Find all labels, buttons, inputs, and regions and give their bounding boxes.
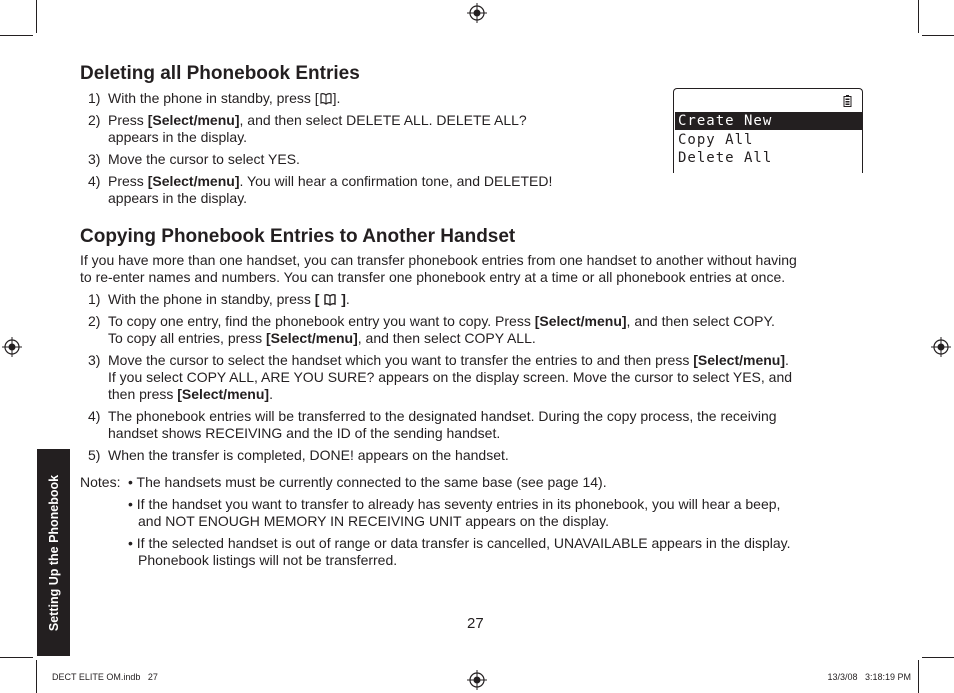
bracket-open: [	[314, 291, 320, 307]
step-text-part: To copy all entries, press	[108, 330, 266, 346]
intro-line: to re-enter names and numbers. You can transfer one phonebook entry at a time or all phonebook entries at once.	[80, 269, 786, 285]
step-text	[108, 173, 868, 207]
step-text-part: If you select COPY ALL, ARE YOU SURE? appears on the display screen. Move the cursor to select YES, and	[108, 369, 793, 385]
step-text-part: then press	[108, 386, 178, 402]
step-text-post: ].	[332, 90, 341, 106]
select-menu-key: [Select/menu]	[534, 313, 627, 329]
crop-mark	[0, 657, 33, 658]
section-title-copying: Copying Phonebook Entries to Another Handset	[80, 226, 516, 247]
lcd-menu-item-create-new: Create New	[675, 112, 862, 130]
step-text-line2: appears in the display.	[108, 129, 248, 145]
step-number: 1)	[88, 90, 101, 106]
step-text	[108, 313, 868, 347]
step-text: Move the cursor to select YES.	[108, 151, 300, 167]
registration-mark-icon	[467, 3, 487, 23]
bracket-close: ]	[341, 291, 346, 307]
crop-mark	[36, 660, 37, 693]
side-tab-label: Setting Up the Phonebook	[46, 474, 61, 631]
note-item: • If the handset you want to transfer to already has seventy entries in its phonebook, you will hear a beep, and NOT ENOUGH MEMORY IN RECEIVING UNIT appears on the display.	[128, 496, 781, 529]
step-number: 3)	[88, 151, 101, 167]
step-text-part: , and then select COPY ALL.	[357, 330, 536, 346]
step-text-part: .	[269, 386, 273, 402]
copy-intro	[80, 252, 880, 286]
lcd-menu-item-copy-all: Copy All	[678, 132, 754, 148]
lcd-display	[673, 88, 863, 173]
step-text-part: handset shows RECEIVING and the ID of the sending handset.	[108, 425, 501, 441]
phonebook-icon	[324, 293, 336, 306]
page-number: 27	[467, 615, 484, 632]
step-text-post: . You will hear a confirmation tone, and DELETED!	[239, 173, 553, 189]
battery-icon	[843, 95, 852, 107]
step-number: 2)	[88, 112, 101, 128]
step-text	[108, 352, 868, 403]
step-text-pre: With the phone in standby, press	[108, 291, 315, 307]
registration-mark-icon	[2, 337, 22, 357]
note-text: and NOT ENOUGH MEMORY IN RECEIVING UNIT appears on the display.	[138, 513, 609, 529]
crop-mark	[0, 35, 33, 36]
note-text: The handsets must be currently connected to the same base (see page 14).	[136, 474, 607, 490]
step-text	[108, 291, 868, 308]
step-text-post: , and then select DELETE ALL. DELETE ALL?	[239, 112, 527, 128]
note-item: • If the selected handset is out of range or data transfer is cancelled, UNAVAILABLE appears in the display. Phonebook listings will not be transferred.	[128, 535, 791, 568]
note-text: If the selected handset is out of range or data transfer is cancelled, UNAVAILABLE appears in the display.	[136, 535, 791, 551]
select-menu-key: [Select/menu]	[265, 330, 358, 346]
step-text-part: To copy one entry, find the phonebook entry you want to copy. Press	[108, 313, 535, 329]
note-text: If the handset you want to transfer to already has seventy entries in its phonebook, you will hear a beep,	[136, 496, 781, 512]
step-text-line2: appears in the display.	[108, 190, 248, 206]
step-text-pre: Press	[108, 173, 148, 189]
intro-line: If you have more than one handset, you can transfer phonebook entries from one handset to another without having	[80, 252, 797, 268]
step-text-pre: Press	[108, 112, 148, 128]
step-text	[108, 408, 868, 442]
crop-mark	[918, 0, 919, 33]
note-item: • The handsets must be currently connected to the same base (see page 14).	[128, 474, 607, 490]
step-text-part: .	[785, 352, 789, 368]
step-number: 2)	[88, 313, 101, 329]
footer-timestamp: 13/3/08 3:18:19 PM	[827, 672, 911, 682]
crop-mark	[922, 657, 954, 658]
section-side-tab	[37, 449, 70, 656]
phonebook-key	[315, 291, 346, 307]
select-menu-key: [Select/menu]	[177, 386, 270, 402]
step-number: 4)	[88, 408, 101, 424]
step-text-post: .	[345, 291, 350, 307]
footer-file-info: DECT ELITE OM.indb 27	[52, 672, 158, 682]
crop-mark	[36, 0, 37, 33]
step-text-pre: With the phone in standby, press [	[108, 90, 319, 106]
phonebook-icon	[320, 92, 332, 105]
registration-mark-icon	[467, 670, 487, 690]
crop-mark	[918, 660, 919, 693]
crop-mark	[922, 35, 954, 36]
step-number: 1)	[88, 291, 101, 307]
registration-mark-icon	[931, 337, 951, 357]
select-menu-key: [Select/menu]	[147, 173, 240, 189]
note-text: Phonebook listings will not be transferred.	[138, 552, 398, 568]
step-text: When the transfer is completed, DONE! appears on the handset.	[108, 447, 509, 463]
lcd-menu-item-delete-all: Delete All	[678, 150, 773, 166]
step-text-part: The phonebook entries will be transferred to the designated handset. During the copy process, the receiving	[108, 408, 777, 424]
step-text-part: , and then select COPY.	[626, 313, 775, 329]
step-text-part: Move the cursor to select the handset which you want to transfer the entries to and then press	[108, 352, 694, 368]
select-menu-key: [Select/menu]	[693, 352, 786, 368]
step-number: 5)	[88, 447, 101, 463]
notes-label: Notes:	[80, 474, 121, 490]
select-menu-key: [Select/menu]	[147, 112, 240, 128]
section-title-deleting: Deleting all Phonebook Entries	[80, 63, 360, 84]
step-number: 4)	[88, 173, 101, 189]
step-number: 3)	[88, 352, 101, 368]
